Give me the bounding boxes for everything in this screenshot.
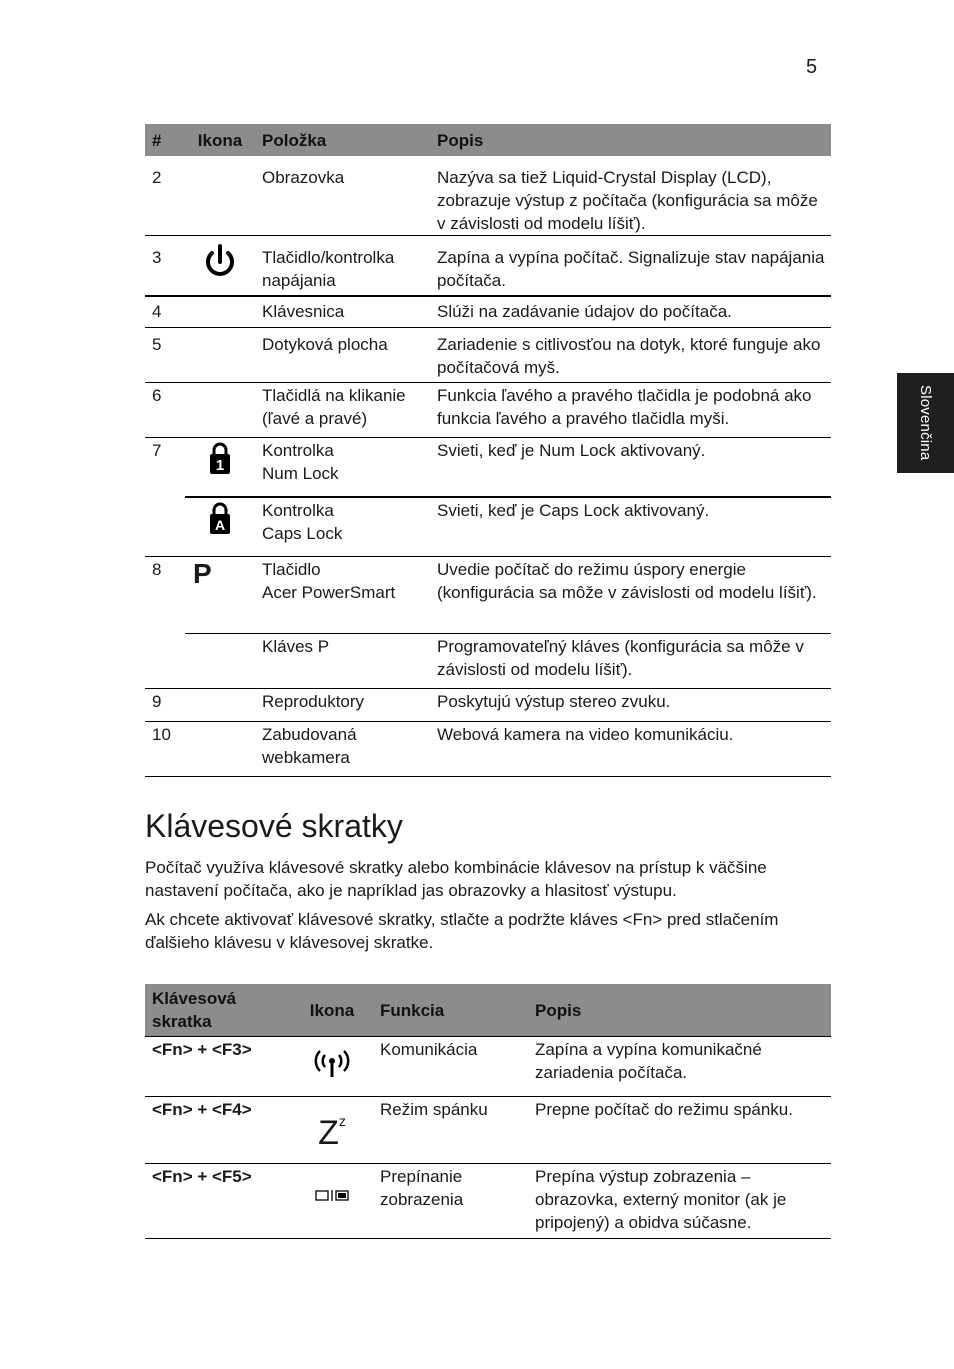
table-header-row xyxy=(145,984,831,1037)
row-item: Tlačidlá na klikanie (ľavé a pravé) xyxy=(255,383,430,438)
table-row xyxy=(145,557,831,634)
p-key-glyph: P xyxy=(193,558,212,589)
row-num: 2 xyxy=(145,156,185,236)
table-header-row xyxy=(145,124,831,156)
row-desc: Slúži na zadávanie údajov do počítača. xyxy=(430,296,831,328)
header-item: Položka xyxy=(255,124,430,156)
display-toggle-icon xyxy=(291,1164,373,1239)
language-tab-label: Slovenčina xyxy=(917,385,934,461)
row-num: 4 xyxy=(145,296,185,328)
header-num: # xyxy=(145,124,185,156)
row-desc: Programovateľný kláves (konfigurácia sa môže v závislosti od modelu líšiť). xyxy=(430,634,831,689)
header-desc: Popis xyxy=(528,984,831,1037)
row-key: <Fn> + <F5> xyxy=(145,1164,291,1239)
row-item-line1: Kontrolka xyxy=(262,441,334,460)
row-item: Tlačidlo/kontrolka napájania xyxy=(255,236,430,296)
table-row xyxy=(145,689,831,722)
row-num: 6 xyxy=(145,383,185,438)
row-item: Obrazovka xyxy=(255,156,430,236)
row-desc: Uvedie počítač do režimu úspory energie (konfigurácia sa môže v závislosti od modelu líšiť). xyxy=(430,557,831,634)
row-desc: Zapína a vypína komunikačné zariadenia počítača. xyxy=(528,1037,831,1097)
row-num: 10 xyxy=(145,722,185,777)
header-desc: Popis xyxy=(430,124,831,156)
caps-lock-icon xyxy=(185,497,255,557)
row-num: 9 xyxy=(145,689,185,722)
row-function: Komunikácia xyxy=(373,1037,528,1097)
table-row xyxy=(145,236,831,296)
table-row xyxy=(145,1097,831,1164)
table-row xyxy=(145,497,831,557)
sleep-glyph: Z xyxy=(318,1114,339,1152)
section-title: Klávesové skratky xyxy=(145,808,403,844)
row-item-line2: Num Lock xyxy=(262,464,339,483)
table-row xyxy=(145,296,831,328)
row-item-line1: Kontrolka xyxy=(262,500,334,520)
row-item: Kláves P xyxy=(255,634,430,689)
page-number: 5 xyxy=(806,56,818,78)
row-item: Dotyková plocha xyxy=(255,328,430,383)
row-item: Reproduktory xyxy=(255,689,430,722)
table-row xyxy=(145,328,831,383)
section-paragraph-2: Ak chcete aktivovať klávesové skratky, stlačte a podržte kláves <Fn> pred stlačením ďalšieho klávesu v klávesovej skratke. xyxy=(145,910,779,952)
row-num: 7 xyxy=(145,438,185,557)
svg-text:1: 1 xyxy=(215,457,225,474)
svg-text:A: A xyxy=(214,516,226,533)
p-key-icon xyxy=(185,557,255,634)
row-desc: Zariadenie s citlivosťou na dotyk, ktoré funguje ako počítačová myš. xyxy=(430,328,831,383)
table-row xyxy=(145,1037,831,1097)
hotkeys-table xyxy=(145,984,831,1239)
row-item-line2: Caps Lock xyxy=(262,523,343,543)
power-icon xyxy=(185,236,255,296)
wireless-icon xyxy=(291,1037,373,1097)
sleep-glyph-sup: z xyxy=(338,1113,346,1129)
table-row xyxy=(145,438,831,497)
sleep-icon xyxy=(291,1097,373,1164)
section-paragraph-1: Počítač využíva klávesové skratky alebo kombinácie klávesov na prístup k väčšine nastavení počítača, ako je napríklad jas obrazovky a hlasitosť výstupu. xyxy=(145,858,767,900)
table-row xyxy=(145,156,831,236)
header-icon: Ikona xyxy=(291,984,373,1037)
row-function: Prepínanie zobrazenia xyxy=(373,1164,528,1239)
language-tab xyxy=(897,373,954,473)
table-row xyxy=(145,634,831,689)
row-item-line1: Tlačidlo xyxy=(262,560,321,579)
row-num: 3 xyxy=(145,236,185,296)
row-key: <Fn> + <F4> xyxy=(145,1097,291,1164)
header-key: Klávesová skratka xyxy=(145,984,291,1037)
row-item: Zabudovaná webkamera xyxy=(255,722,430,777)
row-desc: Zapína a vypína počítač. Signalizuje stav napájania počítača. xyxy=(430,236,831,296)
row-desc: Prepína výstup zobrazenia – obrazovka, externý monitor (ak je pripojený) a obidva súčasne. xyxy=(528,1164,831,1239)
row-desc: Svieti, keď je Caps Lock aktivovaný. xyxy=(430,497,831,557)
row-key: <Fn> + <F3> xyxy=(145,1037,291,1097)
row-item-line2: Acer PowerSmart xyxy=(262,583,396,602)
row-desc: Nazýva sa tiež Liquid-Crystal Display (LCD), zobrazuje výstup z počítača (konfigurácia sa môže v závislosti od modelu líšiť). xyxy=(430,156,831,236)
num-lock-icon xyxy=(185,438,255,497)
row-desc: Funkcia ľavého a pravého tlačidla je podobná ako funkcia ľavého a pravého tlačidla myši. xyxy=(430,383,831,438)
table-row xyxy=(145,722,831,777)
row-item: Klávesnica xyxy=(255,296,430,328)
table-row xyxy=(145,1164,831,1239)
row-desc: Webová kamera na video komunikáciu. xyxy=(430,722,831,777)
row-desc: Poskytujú výstup stereo zvuku. xyxy=(430,689,831,722)
components-table xyxy=(145,124,831,777)
header-function: Funkcia xyxy=(373,984,528,1037)
row-num: 8 xyxy=(145,557,185,689)
row-desc: Prepne počítač do režimu spánku. xyxy=(528,1097,831,1164)
row-num: 5 xyxy=(145,328,185,383)
header-icon: Ikona xyxy=(185,124,255,156)
row-desc: Svieti, keď je Num Lock aktivovaný. xyxy=(430,438,831,497)
table-row xyxy=(145,383,831,438)
row-function: Režim spánku xyxy=(373,1097,528,1164)
